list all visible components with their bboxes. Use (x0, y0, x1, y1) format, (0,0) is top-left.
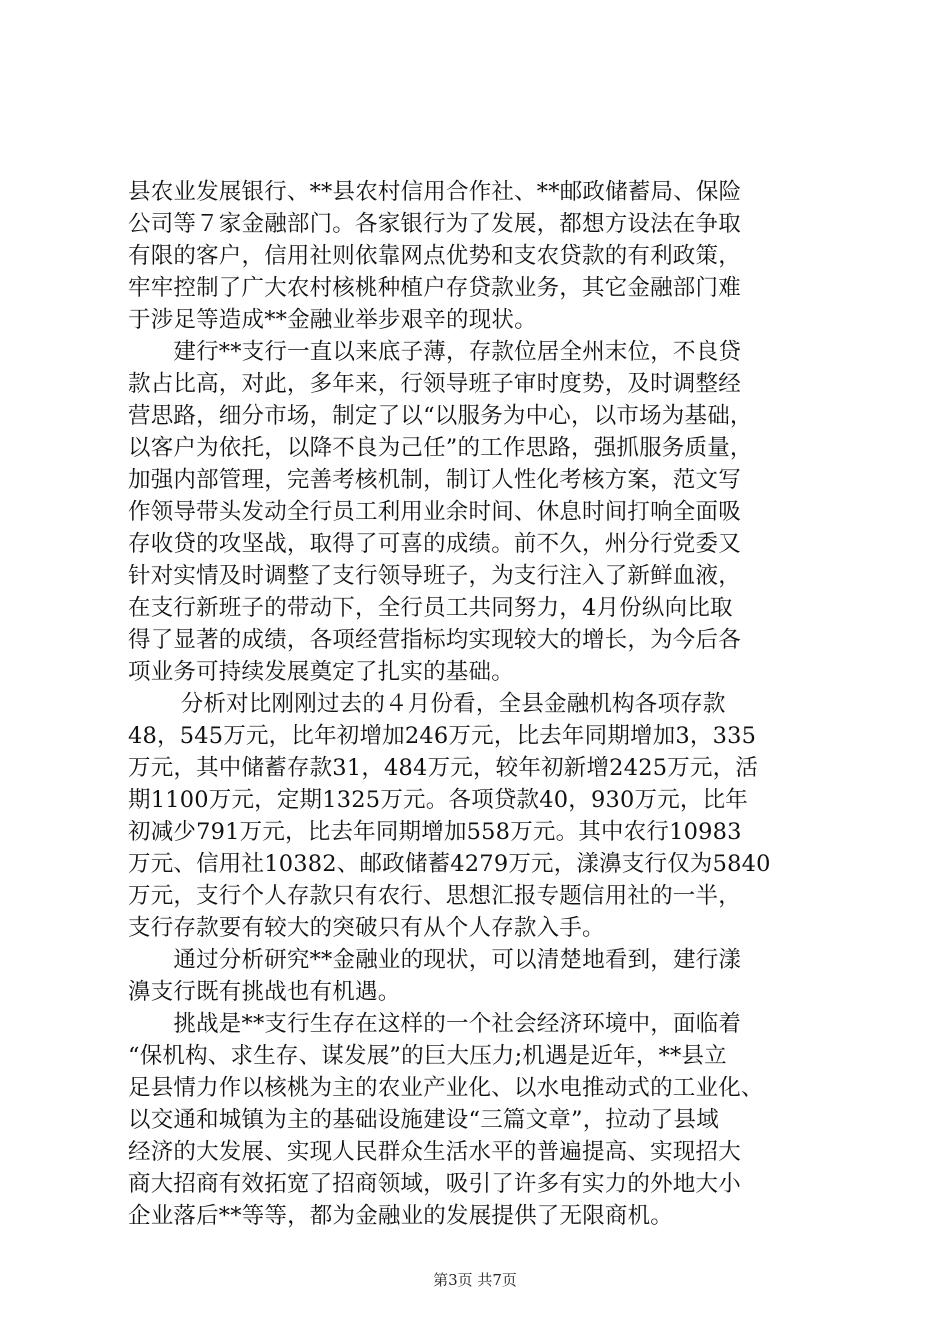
text-line: 足县情力作以核桃为主的农业产业化、以水电推动式的工业化、 (128, 1075, 764, 1101)
text-line: 款占比高，对此，多年来，行领导班子审时度势，及时调整经 (128, 371, 741, 397)
text-line: 于涉足等造成**金融业举步艰辛的现状。 (128, 307, 537, 333)
text-line: 期1100万元，定期1325万元。各项贷款40，930万元，比年 (128, 787, 748, 813)
text-line: 初减少791万元，比去年同期增加558万元。其中农行10983 (128, 819, 742, 845)
text-line: 在支行新班子的带动下，全行员工共同努力，4月份纵向比取 (128, 595, 733, 621)
text-line: 万元、信用社10382、邮政储蓄4279万元，漾濞支行仅为5840 (128, 851, 771, 877)
text-line: 针对实情及时调整了支行领导班子，为支行注入了新鲜血液， (128, 563, 741, 589)
text-line: 48，545万元，比年初增加246万元，比去年同期增加3，335 (128, 723, 757, 749)
text-line: 作领导带头发动全行员工利用业余时间、休息时间打响全面吸 (128, 499, 741, 525)
text-line: 公司等７家金融部门。各家银行为了发展，都想方设法在争取 (128, 211, 741, 237)
text-line: 建行**支行一直以来底子薄，存款位居全州末位，不良贷 (128, 339, 742, 365)
text-line: 县农业发展银行、**县农村信用合作社、**邮政储蓄局、保险 (128, 179, 742, 205)
text-line: 支行存款要有较大的突破只有从个人存款入手。 (128, 915, 605, 941)
text-line: 有限的客户，信用社则依靠网点优势和支农贷款的有利政策， (128, 243, 741, 269)
text-line: “保机构、求生存、谋发展”的巨大压力;机遇是近年，**县立 (128, 1043, 727, 1069)
text-line: 企业落后**等等，都为金融业的发展提供了无限商机。 (128, 1203, 674, 1229)
text-line: 以客户为依托，以降不良为己任”的工作思路，强抓服务质量， (128, 435, 753, 461)
text-line: 商大招商有效拓宽了招商领域，吸引了许多有实力的外地大小 (128, 1171, 741, 1197)
text-line: 项业务可持续发展奠定了扎实的基础。 (128, 659, 514, 685)
text-line: 经济的大发展、实现人民群众生活水平的普遍提高、实现招大 (128, 1139, 741, 1165)
text-line: 以交通和城镇为主的基础设施建设“三篇文章”，拉动了县域 (128, 1107, 719, 1133)
text-line: 存收贷的攻坚战，取得了可喜的成绩。前不久，州分行党委又 (128, 531, 741, 557)
text-line: 分析对比刚刚过去的４月份看，全县金融机构各项存款 (128, 691, 726, 717)
page-footer: 第3页 共7页 (433, 1271, 517, 1289)
text-line: 通过分析研究**金融业的现状，可以清楚地看到，建行漾 (128, 947, 742, 973)
text-line: 牢牢控制了广大农村核桃种植户存贷款业务，其它金融部门难 (128, 275, 741, 301)
text-line: 万元，其中储蓄存款31，484万元，较年初新增2425万元，活 (128, 755, 759, 781)
text-line: 加强内部管理，完善考核机制，制订人性化考核方案，范文写 (128, 467, 741, 493)
text-line: 万元，支行个人存款只有农行、思想汇报专题信用社的一半， (128, 883, 741, 909)
text-line: 营思路，细分市场，制定了以“以服务为中心，以市场为基础， (128, 403, 753, 429)
text-line: 挑战是**支行生存在这样的一个社会经济环境中，面临着 (128, 1011, 742, 1037)
text-line: 濞支行既有挑战也有机遇。 (128, 979, 401, 1005)
text-line: 得了显著的成绩，各项经营指标均实现较大的增长，为今后各 (128, 627, 741, 653)
document-body (128, 176, 840, 1232)
